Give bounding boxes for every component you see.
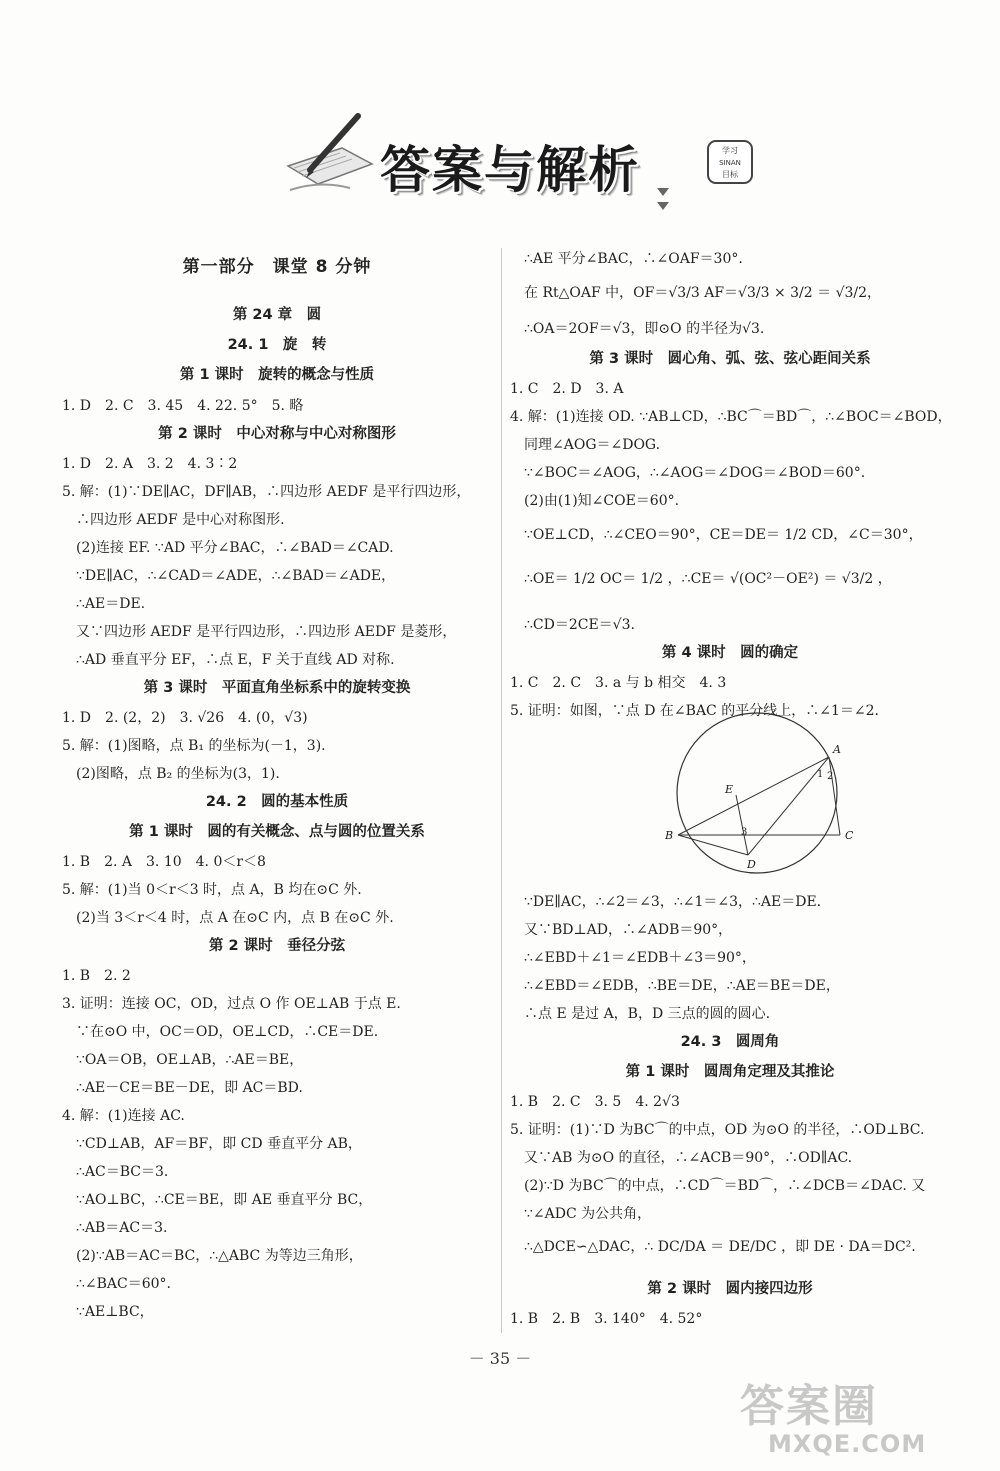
section-heading: 第 3 课时 圆心角、弧、弦、弦心距间关系 [589,351,871,367]
answer-line: 1. C 2. D 3. A [510,381,624,397]
answer-line: ∵AO⊥BC，∴CE＝BE，即 AE 垂直平分 BC， [76,1192,373,1208]
label-angle-2: 2 [827,771,834,782]
label-angle-3: 3 [741,827,748,838]
answer-line: ∴∠EBD＋∠1＝∠EDB＋∠3＝90°， [524,950,756,966]
answer-line: 同理∠AOG＝∠DOG. [524,437,661,453]
watermark [740,1370,980,1465]
answer-line: ∵∠ADC 为公共角， [524,1206,652,1222]
answer-line: 4. 解：(1)连接 AC. [62,1108,185,1124]
answer-line: 1. C 2. C 3. a 与 b 相交 4. 3 [510,675,727,691]
answer-line: 3. 证明：连接 OC，OD，过点 O 作 OE⊥AB 于点 E. [62,996,401,1012]
watermark-logo: 答案圈 [740,1381,878,1432]
answer-line: (2)∵D 为BC⌒的中点，∴CD⌒＝BD⌒，∴∠DCB＝∠DAC. 又 [524,1178,926,1194]
answer-line: ∵在⊙O 中，OC＝OD，OE⊥CD，∴CE＝DE. [76,1024,379,1040]
segment-BD [678,835,748,855]
answer-line: ∴AC＝BC＝3. [76,1164,169,1180]
answer-line: ∵DE∥AC，∴∠CAD＝∠ADE，∴∠BAD＝∠ADE， [76,568,396,584]
answer-line: ∵AE⊥BC， [76,1304,154,1320]
answer-line: ∵DE∥AC，∴∠2＝∠3，∴∠1＝∠3，∴AE＝DE. [524,894,822,910]
section-heading: 第 2 课时 圆内接四边形 [647,1281,813,1297]
diagram-circle [677,713,837,873]
answer-line: ∵OA＝OB，OE⊥AB，∴AE＝BE， [76,1052,304,1068]
header-banner [280,108,741,218]
answer-line: 5. 解：(1)当 0＜r＜3 时，点 A，B 均在⊙C 外. [62,882,362,898]
left-column [62,250,492,1330]
label-angle-1: 1 [817,769,824,780]
answer-line: (2)由(1)知∠COE＝60°. [524,493,680,509]
segment-AB [678,757,829,835]
answer-line: ∴AE＝DE. [76,596,146,612]
section-heading: 第 2 课时 中心对称与中心对称图形 [158,426,396,442]
label-E: E [725,783,734,796]
pen-notebook-icon [280,108,380,198]
section-heading: 第 4 课时 圆的确定 [661,645,799,661]
section-heading: 第一部分 课堂 8 分钟 [182,257,372,277]
answer-line: (2)连接 EF. ∵AD 平分∠BAC，∴∠BAD＝∠CAD. [76,540,394,556]
answer-line: 5. 解：(1)∵DE∥AC，DF∥AB，∴四边形 AEDF 是平行四边形， [62,484,471,500]
answer-line: 1. B 2. A 3. 10 4. 0＜r＜8 [62,854,266,870]
label-D: D [747,858,756,871]
answer-line: 1. B 2. 2 [62,968,131,984]
answer-line: 1. B 2. C 3. 5 4. 2√3 [510,1094,680,1110]
answer-line: ∴∠BAC＝60°. [76,1276,172,1292]
answer-line: 又∵AB 为⊙O 的直径，∴∠ACB＝90°，∴OD∥AC. [524,1150,853,1166]
answer-line: ∴AE－CE＝BE－DE，即 AC＝BD. [76,1080,303,1096]
answer-line: 5. 解：(1)图略，点 B₁ 的坐标为(－1，3). [62,738,326,754]
geometry-diagram [665,705,855,880]
column-divider [501,248,502,1333]
answer-line: ∴点 E 是过 A，B，D 三点的圆的圆心. [524,1006,771,1022]
answer-line: 4. 解：(1)连接 OD. ∵AB⊥CD，∴BC⌒＝BD⌒，∴∠BOC＝∠BOD， [510,409,952,425]
answer-line: 1. D 2. (2，2) 3. √26 4. (0，√3) [62,710,308,726]
answer-line: 又∵四边形 AEDF 是平行四边形，∴四边形 AEDF 是菱形， [76,624,457,640]
badge-line-1: 学习 [722,146,738,155]
answer-line: ∵OE⊥CD，∴∠CEO＝90°，CE＝DE＝ 1/2 CD，∠C＝30°， [524,527,923,543]
answer-line: (2)图略，点 B₂ 的坐标为(3，1). [76,766,280,782]
answer-line: ∴△DCE∽△DAC，∴ DC/DA ＝ DE/DC ，即 DE · DA＝DC². [524,1239,916,1255]
label-A: A [833,743,841,756]
answer-line: ∴AB＝AC＝3. [76,1220,168,1236]
badge-line-2: SINAN [719,159,741,167]
watermark-url: MXQE.COM [768,1430,927,1458]
section-heading: 第 3 课时 平面直角坐标系中的旋转变换 [143,680,411,696]
answer-line: 又∵BD⊥AD，∴∠ADB＝90°， [524,922,733,938]
answer-line: ∵CD⊥AB，AF＝BF，即 CD 垂直平分 AB， [76,1136,362,1152]
section-heading: 24. 3 圆周角 [680,1034,780,1050]
page-title: 答案与解析 [380,141,640,199]
answer-line: (2)∵AB＝AC＝BC，∴△ABC 为等边三角形， [76,1248,363,1264]
section-heading: 24. 2 圆的基本性质 [205,794,349,810]
answer-line: 5. 证明：如图，∵点 D 在∠BAC 的平分线上，∴∠1＝∠2. [510,703,879,719]
answer-line: ∴CD＝2CE＝√3. [524,617,635,633]
badge-line-3: 目标 [722,170,738,179]
answer-line: 1. D 2. C 3. 45 4. 22. 5° 5. 略 [62,398,304,414]
answer-line: ∴四边形 AEDF 是中心对称图形. [76,512,285,528]
section-heading: 第 1 课时 圆的有关概念、点与圆的位置关系 [129,824,425,840]
answer-line: 5. 证明：(1)∵D 为BC⌒的中点，OD 为⊙O 的半径，∴OD⊥BC. [510,1122,925,1138]
answer-line: 1. D 2. A 3. 2 4. 3∶2 [62,456,238,472]
label-B: B [665,829,674,842]
section-heading: 第 1 课时 旋转的概念与性质 [179,367,375,383]
label-C: C [845,829,854,842]
arrow-down-icon [655,186,671,214]
answer-line: ∴AD 垂直平分 EF，∴点 E，F 关于直线 AD 对称. [76,652,395,668]
segment-ED [736,795,748,855]
badge-icon [705,138,755,186]
answer-line: 在 Rt△OAF 中，OF＝√3/3 AF＝√3/3 × 3/2 ＝ √3/2， [524,285,882,301]
section-heading: 第 1 课时 圆周角定理及其推论 [625,1064,835,1080]
answer-line: ∴∠EBD＝∠EDB，∴BE＝DE，∴AE＝BE＝DE， [524,978,840,994]
section-heading: 第 2 课时 垂径分弦 [208,938,346,954]
page-number: － 35 － [468,1349,532,1368]
section-heading: 第 24 章 圆 [232,307,322,323]
answer-line: ∴AE 平分∠BAC，∴∠OAF＝30°. [524,251,743,267]
answer-line: ∴OE＝ 1/2 OC＝ 1/2 ，∴CE＝ √(OC²－OE²) ＝ √3/2 ， [524,571,892,587]
section-heading: 24. 1 旋 转 [227,337,327,353]
answer-line: (2)当 3＜r＜4 时，点 A 在⊙C 内，点 B 在⊙C 外. [76,910,394,926]
answer-line: ∴OA＝2OF＝√3，即⊙O 的半径为√3. [524,321,765,337]
answer-line: ∵∠BOC＝∠AOG，∴∠AOG＝∠DOG＝∠BOD＝60°. [524,465,866,481]
answer-line: 1. B 2. B 3. 140° 4. 52° [510,1311,703,1327]
right-column [510,250,950,1330]
